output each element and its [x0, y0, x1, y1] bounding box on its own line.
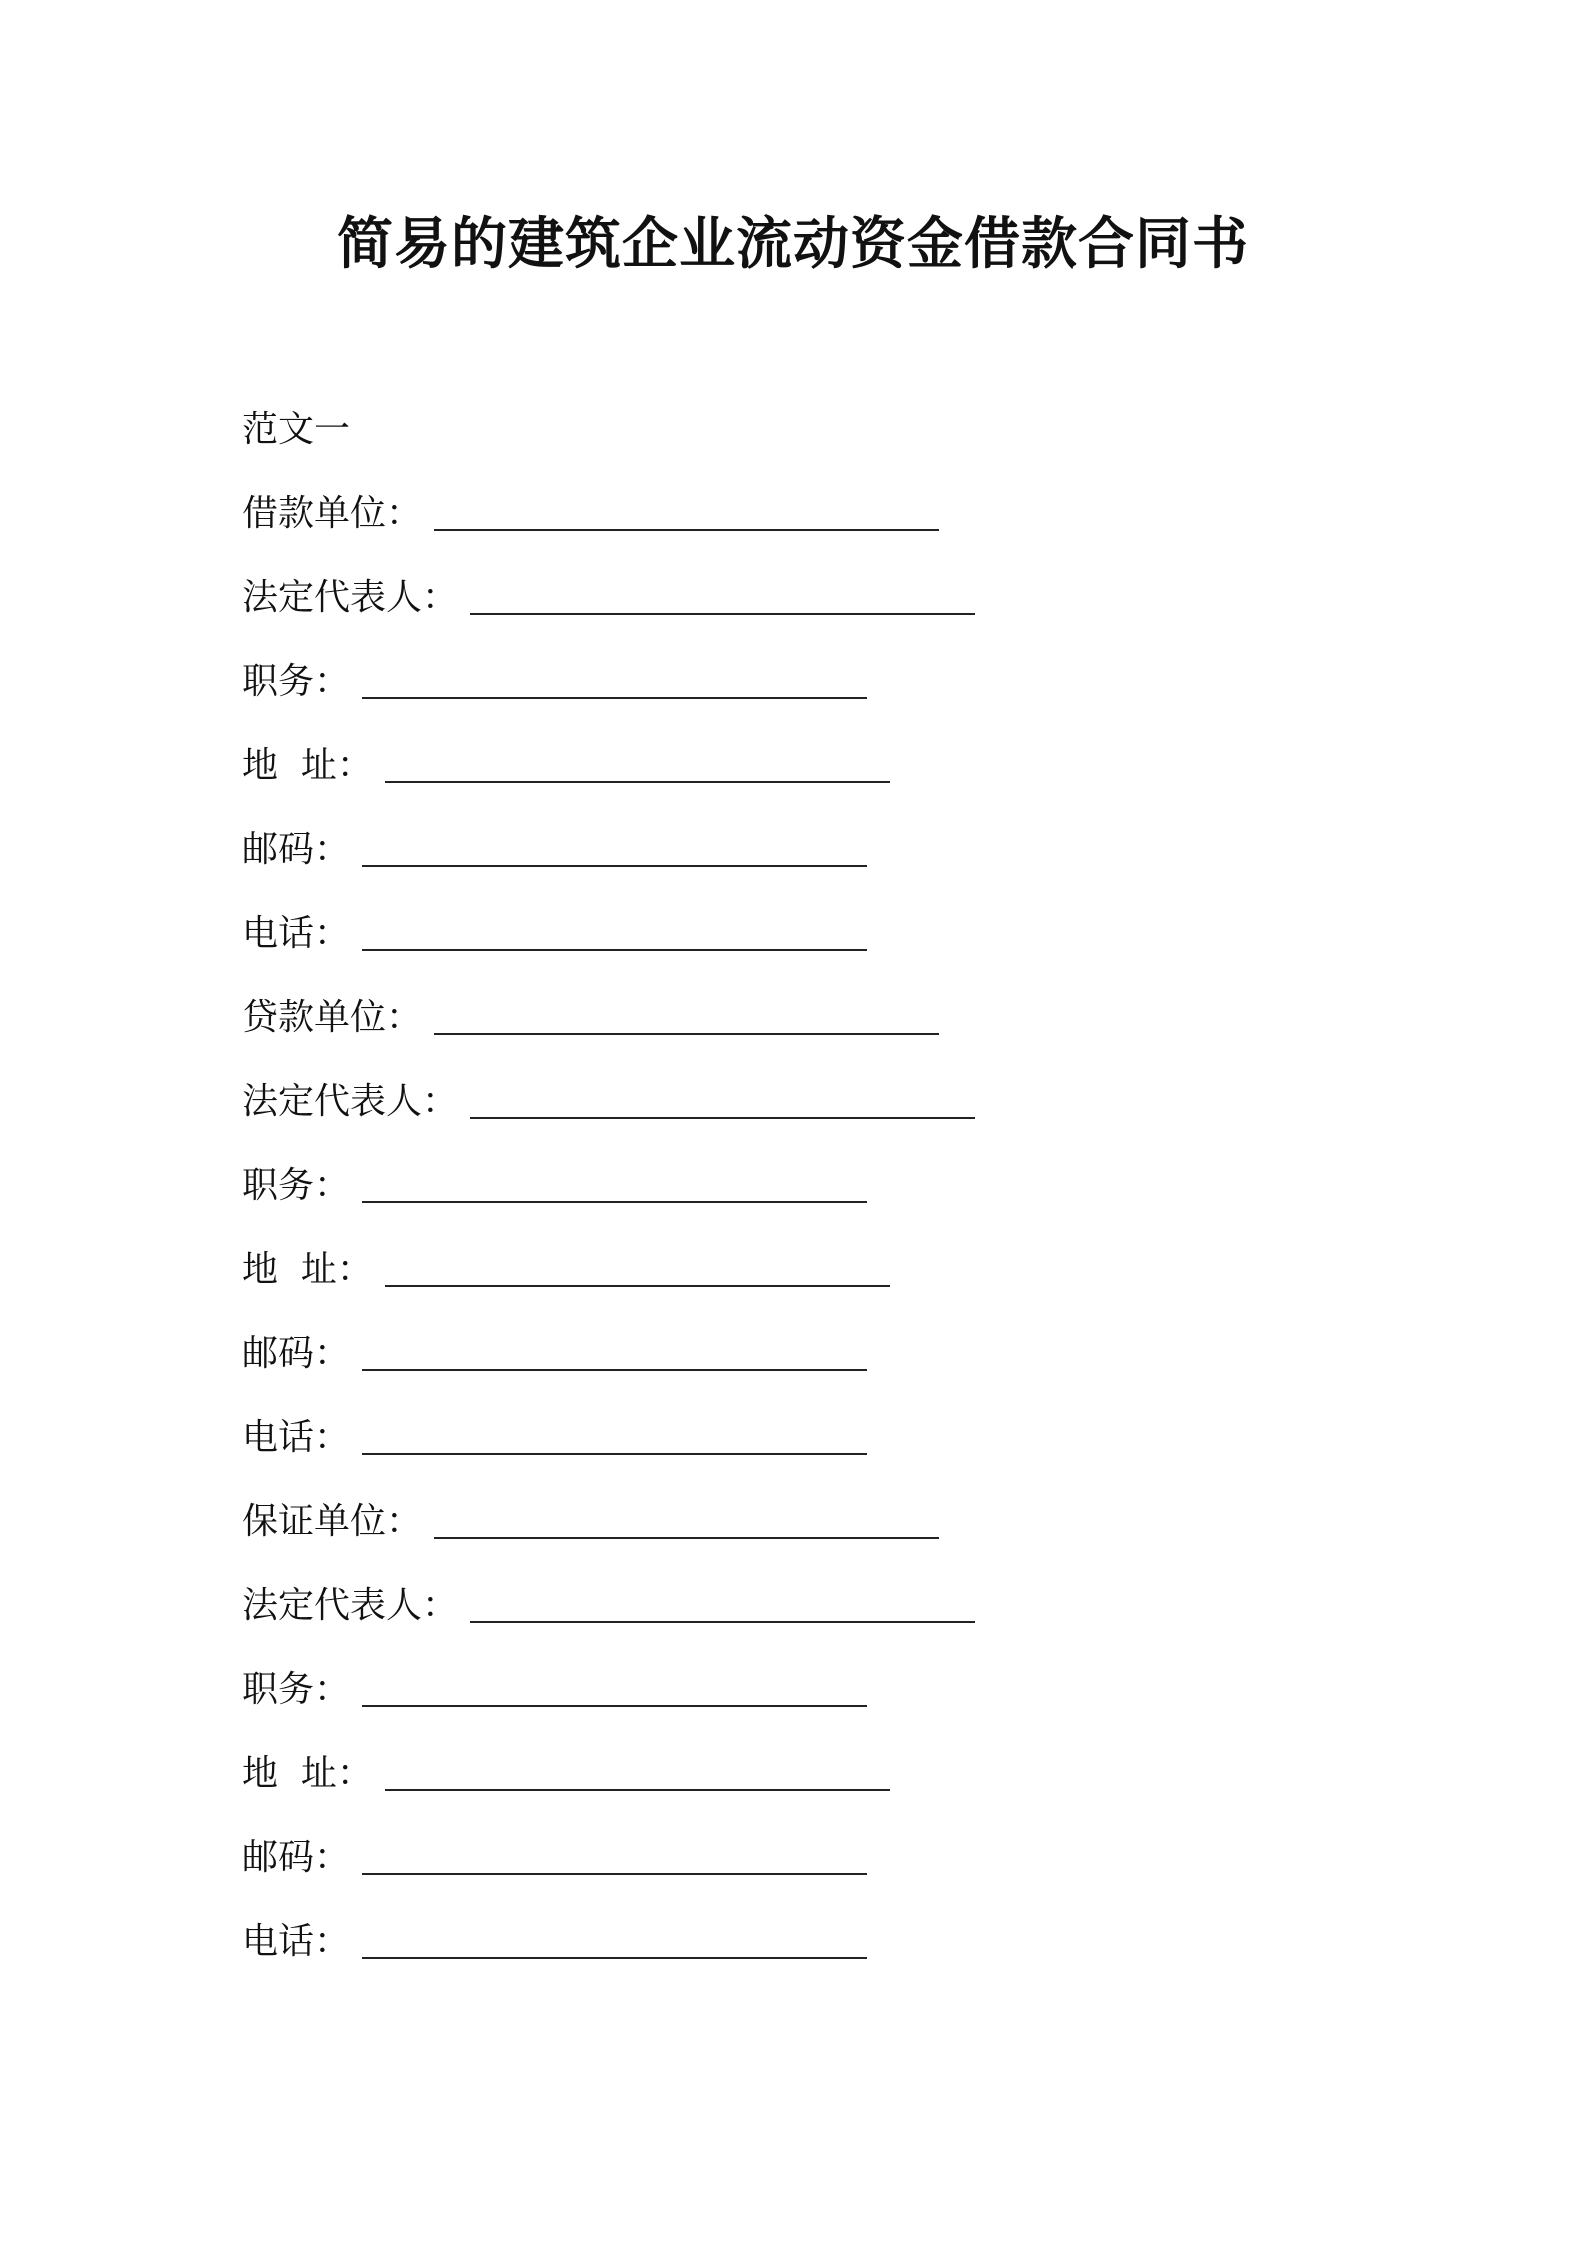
form-field — [242, 1161, 1442, 1211]
fill-in-blank[interactable] — [362, 1873, 867, 1875]
field-label: 保证单位 — [242, 1501, 387, 1542]
field-label: 电话 — [242, 1417, 315, 1458]
fill-in-blank[interactable] — [434, 529, 939, 531]
document-body — [242, 405, 1442, 2001]
form-field — [242, 1077, 1442, 1127]
fill-in-blank[interactable] — [362, 1705, 867, 1707]
document-subtitle: 范文一 — [242, 409, 351, 450]
form-field — [242, 825, 1442, 875]
field-label: 职务 — [242, 1669, 315, 1710]
form-field — [242, 909, 1442, 959]
field-separator: ： — [314, 1921, 351, 1962]
field-separator: ： — [314, 829, 351, 870]
field-separator: ： — [314, 1837, 351, 1878]
form-field — [242, 1665, 1442, 1715]
field-separator: ： — [422, 1585, 459, 1626]
form-field — [242, 573, 1442, 623]
field-separator: ： — [336, 1753, 373, 1794]
fill-in-blank[interactable] — [385, 781, 890, 783]
field-label: 贷款单位 — [242, 997, 387, 1038]
field-label: 地 址 — [242, 745, 337, 786]
field-separator: ： — [314, 1669, 351, 1710]
fill-in-blank[interactable] — [470, 613, 975, 615]
form-field — [242, 993, 1442, 1043]
field-label: 法定代表人 — [242, 1585, 423, 1626]
field-label: 法定代表人 — [242, 577, 423, 618]
field-label: 借款单位 — [242, 493, 387, 534]
fill-in-blank[interactable] — [362, 1453, 867, 1455]
field-separator: ： — [314, 1165, 351, 1206]
form-field-list — [242, 489, 1442, 1967]
fill-in-blank[interactable] — [362, 697, 867, 699]
form-field — [242, 1329, 1442, 1379]
fill-in-blank[interactable] — [362, 1201, 867, 1203]
field-separator: ： — [314, 1333, 351, 1374]
document-title: 简易的建筑企业流动资金借款合同书 — [337, 212, 1249, 277]
field-separator: ： — [314, 913, 351, 954]
field-label: 法定代表人 — [242, 1081, 423, 1122]
fill-in-blank[interactable] — [385, 1285, 890, 1287]
field-label: 职务 — [242, 1165, 315, 1206]
form-field — [242, 1749, 1442, 1799]
field-separator: ： — [336, 745, 373, 786]
form-field — [242, 657, 1442, 707]
field-separator: ： — [386, 1501, 423, 1542]
field-label: 职务 — [242, 661, 315, 702]
fill-in-blank[interactable] — [362, 1957, 867, 1959]
field-separator: ： — [386, 997, 423, 1038]
field-separator: ： — [336, 1249, 373, 1290]
form-field — [242, 1497, 1442, 1547]
fill-in-blank[interactable] — [470, 1117, 975, 1119]
field-label: 电话 — [242, 1921, 315, 1962]
form-field — [242, 489, 1442, 539]
field-label: 地 址 — [242, 1753, 337, 1794]
fill-in-blank[interactable] — [470, 1621, 975, 1623]
form-field — [242, 1917, 1442, 1967]
fill-in-blank[interactable] — [434, 1537, 939, 1539]
field-separator: ： — [422, 1081, 459, 1122]
field-separator: ： — [314, 661, 351, 702]
fill-in-blank[interactable] — [362, 1369, 867, 1371]
fill-in-blank[interactable] — [434, 1033, 939, 1035]
field-separator: ： — [422, 577, 459, 618]
field-separator: ： — [386, 493, 423, 534]
form-field — [242, 741, 1442, 791]
form-field — [242, 1581, 1442, 1631]
form-field — [242, 1833, 1442, 1883]
fill-in-blank[interactable] — [362, 865, 867, 867]
field-separator: ： — [314, 1417, 351, 1458]
form-field — [242, 1245, 1442, 1295]
field-label: 邮码 — [242, 1333, 315, 1374]
field-label: 邮码 — [242, 829, 315, 870]
field-label: 邮码 — [242, 1837, 315, 1878]
fill-in-blank[interactable] — [362, 949, 867, 951]
fill-in-blank[interactable] — [385, 1789, 890, 1791]
form-field — [242, 1413, 1442, 1463]
field-label: 地 址 — [242, 1249, 337, 1290]
field-label: 电话 — [242, 913, 315, 954]
